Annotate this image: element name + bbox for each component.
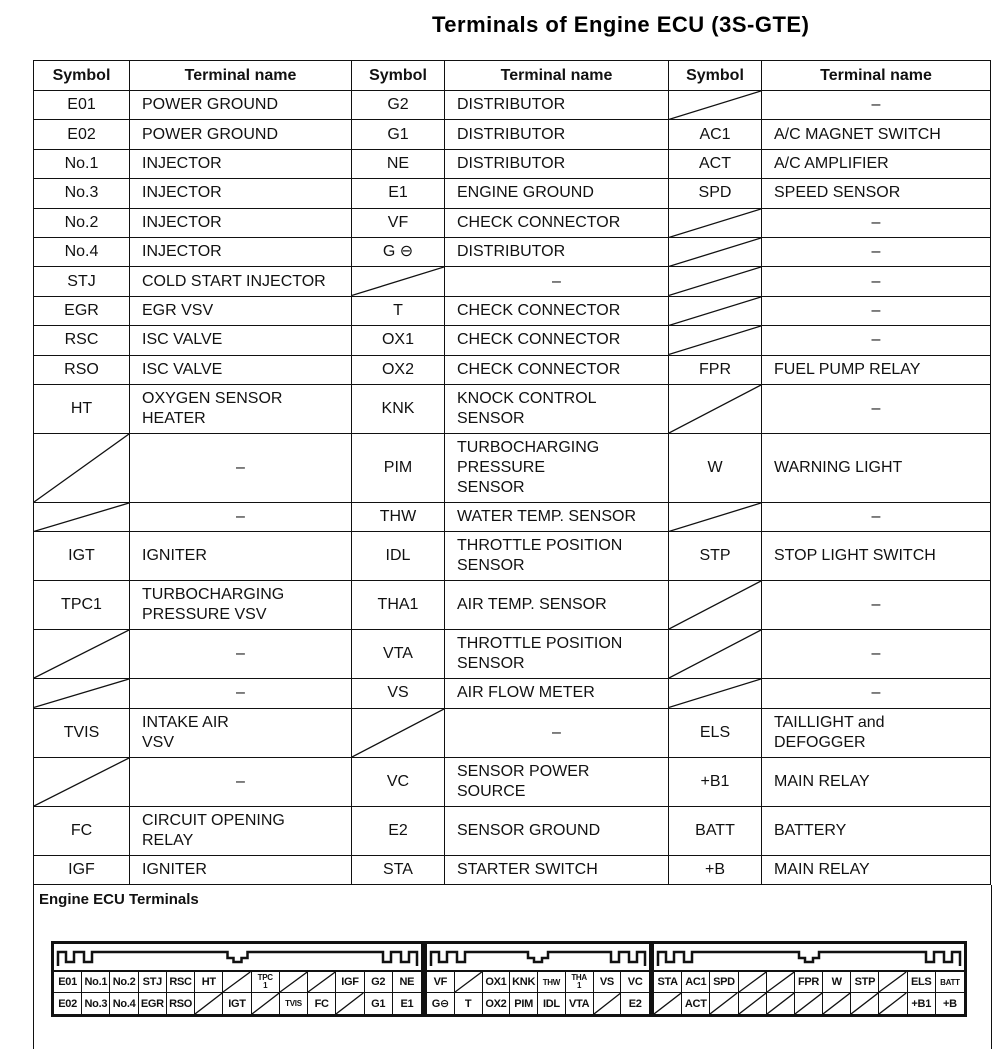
unused-pin (851, 993, 879, 1014)
symbol-cell: TVIS (34, 708, 130, 757)
table-row (34, 326, 991, 355)
terminal-name-cell: – (130, 757, 352, 806)
unused-pin (739, 993, 767, 1014)
pin-label: EGR (139, 993, 167, 1014)
symbol-cell: THW (352, 502, 445, 531)
pin-label: PIM (510, 993, 538, 1014)
pin-label: STP (851, 972, 879, 993)
symbol-cell: VS (352, 679, 445, 708)
terminal-name-cell: STARTER SWITCH (445, 855, 669, 884)
unused-slot-diagonal-icon (767, 972, 794, 992)
unused-slot-diagonal-icon (879, 993, 906, 1014)
unused-symbol-cell (34, 679, 130, 708)
unused-slot-diagonal-icon (34, 503, 129, 531)
terminal-name-cell: – (762, 502, 991, 531)
unused-pin (308, 972, 336, 993)
pin-label: T (455, 993, 483, 1014)
header-terminal-name: Terminal name (445, 61, 669, 91)
pin-grid (54, 970, 421, 1014)
unused-slot-diagonal-icon (352, 709, 444, 757)
unused-slot-diagonal-icon (252, 993, 279, 1014)
pin-label: +B1 (908, 993, 936, 1014)
header-symbol: Symbol (352, 61, 445, 91)
pin-label: RSO (167, 993, 195, 1014)
pin-label: HT (195, 972, 223, 993)
terminal-name-cell: TAILLIGHT and DEFOGGER (762, 708, 991, 757)
unused-slot-diagonal-icon (669, 209, 761, 237)
symbol-cell: BATT (669, 806, 762, 855)
terminals-table (33, 60, 991, 885)
terminal-name-cell: DISTRIBUTOR (445, 120, 669, 149)
symbol-cell: No.2 (34, 208, 130, 237)
table-row (34, 91, 991, 120)
unused-slot-diagonal-icon (795, 993, 822, 1014)
symbol-cell: E1 (352, 179, 445, 208)
symbol-cell: VC (352, 757, 445, 806)
unused-slot-diagonal-icon (669, 326, 761, 354)
unused-slot-diagonal-icon (767, 993, 794, 1014)
pin-label: STA (654, 972, 682, 993)
symbol-cell: OX2 (352, 355, 445, 384)
pin-label: ACT (682, 993, 710, 1014)
pin-label: VF (427, 972, 455, 993)
symbol-cell: OX1 (352, 326, 445, 355)
terminal-name-cell: – (130, 679, 352, 708)
pin-label: FC (308, 993, 336, 1014)
terminal-name-cell: A/C MAGNET SWITCH (762, 120, 991, 149)
terminal-name-cell: SENSOR GROUND (445, 806, 669, 855)
unused-symbol-cell (669, 326, 762, 355)
terminal-name-cell: CHECK CONNECTOR (445, 326, 669, 355)
pin-label: ELS (908, 972, 936, 993)
symbol-cell: G1 (352, 120, 445, 149)
pin-label: FPR (795, 972, 823, 993)
terminal-name-cell: SPEED SENSOR (762, 179, 991, 208)
symbol-cell: NE (352, 149, 445, 178)
connector-c (651, 941, 967, 1017)
pin-label: NE (393, 972, 421, 993)
terminal-name-cell: TURBOCHARGING PRESSURE SENSOR (445, 433, 669, 502)
terminal-name-cell: – (762, 326, 991, 355)
table-row (34, 120, 991, 149)
terminal-name-cell: MAIN RELAY (762, 757, 991, 806)
terminal-name-cell: – (762, 237, 991, 266)
table-row (34, 267, 991, 296)
symbol-cell: +B1 (669, 757, 762, 806)
unused-pin (739, 972, 767, 993)
terminal-name-cell: SENSOR POWER SOURCE (445, 757, 669, 806)
terminal-name-cell: – (762, 679, 991, 708)
unused-slot-diagonal-icon (34, 630, 129, 678)
unused-slot-diagonal-icon (223, 972, 250, 992)
symbol-cell: FC (34, 806, 130, 855)
terminal-name-cell: FUEL PUMP RELAY (762, 355, 991, 384)
pin-label: E02 (54, 993, 82, 1014)
pin-label: W (823, 972, 851, 993)
terminal-name-cell: DISTRIBUTOR (445, 237, 669, 266)
symbol-cell: T (352, 296, 445, 325)
unused-symbol-cell (669, 630, 762, 679)
symbol-cell: E01 (34, 91, 130, 120)
symbol-cell: HT (34, 384, 130, 433)
unused-slot-diagonal-icon (739, 993, 766, 1014)
terminal-name-cell: CHECK CONNECTOR (445, 355, 669, 384)
terminal-name-cell: CHECK CONNECTOR (445, 208, 669, 237)
table-row (34, 149, 991, 178)
terminal-name-cell: INTAKE AIR VSV (130, 708, 352, 757)
table-row (34, 502, 991, 531)
unused-pin (223, 972, 251, 993)
table-row (34, 630, 991, 679)
symbol-cell: ELS (669, 708, 762, 757)
header-symbol: Symbol (669, 61, 762, 91)
unused-slot-diagonal-icon (34, 758, 129, 806)
symbol-cell: STP (669, 532, 762, 581)
terminal-name-cell: IGNITER (130, 855, 352, 884)
symbol-cell: PIM (352, 433, 445, 502)
symbol-cell: TPC1 (34, 581, 130, 630)
unused-pin (654, 993, 682, 1014)
pin-label: +B (943, 997, 957, 1010)
pin-label: IDL (538, 993, 566, 1014)
unused-symbol-cell (34, 502, 130, 531)
unused-pin (823, 993, 851, 1014)
symbol-cell: SPD (669, 179, 762, 208)
symbol-cell: G2 (352, 91, 445, 120)
terminal-name-cell: KNOCK CONTROL SENSOR (445, 384, 669, 433)
symbol-cell: E02 (34, 120, 130, 149)
unused-slot-diagonal-icon (669, 238, 761, 266)
terminal-name-cell: WARNING LIGHT (762, 433, 991, 502)
unused-slot-diagonal-icon (195, 993, 222, 1014)
unused-slot-diagonal-icon (851, 993, 878, 1014)
unused-slot-diagonal-icon (669, 297, 761, 325)
symbol-cell: RSC (34, 326, 130, 355)
pin-label: VS (594, 972, 622, 993)
unused-pin (795, 993, 823, 1014)
unused-slot-diagonal-icon (669, 267, 761, 295)
symbol-cell: No.4 (34, 237, 130, 266)
terminal-name-cell: OXYGEN SENSOR HEATER (130, 384, 352, 433)
unused-slot-diagonal-icon (823, 993, 850, 1014)
unused-pin (879, 972, 907, 993)
pin-label: OX1 (483, 972, 511, 993)
pin-label: THW (538, 972, 566, 993)
pin-grid (654, 970, 964, 1014)
terminal-name-cell: CIRCUIT OPENING RELAY (130, 806, 352, 855)
unused-pin (252, 993, 280, 1014)
symbol-cell: E2 (352, 806, 445, 855)
table-row (34, 757, 991, 806)
pin-label: THA 1 (566, 972, 594, 993)
unused-pin (455, 972, 483, 993)
terminal-name-cell: – (130, 433, 352, 502)
terminal-name-cell: A/C AMPLIFIER (762, 149, 991, 178)
symbol-cell: G ⊖ (352, 237, 445, 266)
terminal-name-cell: – (130, 630, 352, 679)
unused-slot-diagonal-icon (669, 385, 761, 433)
connector-key-outline (54, 944, 421, 970)
unused-symbol-cell (669, 237, 762, 266)
table-row (34, 708, 991, 757)
table-row (34, 581, 991, 630)
terminal-name-cell: AIR TEMP. SENSOR (445, 581, 669, 630)
symbol-cell: STA (352, 855, 445, 884)
pin-label: G2 (365, 972, 393, 993)
pin-label: BATT (936, 972, 964, 993)
table-row (34, 679, 991, 708)
terminal-name-cell: ENGINE GROUND (445, 179, 669, 208)
pin-label: KNK (510, 972, 538, 993)
unused-pin (594, 993, 622, 1014)
symbol-cell: EGR (34, 296, 130, 325)
terminal-name-cell: – (130, 502, 352, 531)
symbol-cell: IGT (34, 532, 130, 581)
unused-pin (195, 993, 223, 1014)
terminal-name-cell: INJECTOR (130, 149, 352, 178)
unused-slot-diagonal-icon (669, 581, 761, 629)
table-row (34, 806, 991, 855)
pin-label: SPD (710, 972, 738, 993)
symbol-cell: THA1 (352, 581, 445, 630)
symbol-cell: ACT (669, 149, 762, 178)
pin-grid (427, 970, 649, 1014)
table-row (34, 855, 991, 884)
pin-label: E1 (400, 997, 414, 1010)
pin-label: RSC (167, 972, 195, 993)
symbol-cell: RSO (34, 355, 130, 384)
table-row (34, 384, 991, 433)
unused-slot-diagonal-icon (594, 993, 621, 1014)
unused-pin (710, 993, 738, 1014)
symbol-cell: IGF (34, 855, 130, 884)
pin-label: TVIS (280, 993, 308, 1014)
unused-slot-diagonal-icon (669, 679, 761, 707)
terminal-name-cell: EGR VSV (130, 296, 352, 325)
table-row (34, 208, 991, 237)
pin-label: No.2 (110, 972, 138, 993)
unused-symbol-cell (669, 679, 762, 708)
table-row (34, 433, 991, 502)
unused-slot-diagonal-icon (336, 993, 363, 1014)
table-row (34, 179, 991, 208)
terminal-name-cell: – (445, 267, 669, 296)
pin-label: VTA (566, 993, 594, 1014)
terminal-name-cell: DISTRIBUTOR (445, 91, 669, 120)
terminal-name-cell: INJECTOR (130, 237, 352, 266)
pin-label: IGT (223, 993, 251, 1014)
unused-symbol-cell (669, 91, 762, 120)
pin-label: No.3 (82, 993, 110, 1014)
pin-label: VC (621, 972, 649, 993)
terminal-name-cell: COLD START INJECTOR (130, 267, 352, 296)
terminal-name-cell: – (762, 91, 991, 120)
unused-symbol-cell (669, 581, 762, 630)
terminal-name-cell: – (762, 581, 991, 630)
terminal-name-cell: AIR FLOW METER (445, 679, 669, 708)
pin-label: G⊖ (427, 993, 455, 1014)
ecu-terminals-title: Engine ECU Terminals (39, 891, 199, 908)
symbol-cell: No.1 (34, 149, 130, 178)
symbol-cell: FPR (669, 355, 762, 384)
unused-slot-diagonal-icon (352, 267, 444, 295)
symbol-cell: W (669, 433, 762, 502)
symbol-cell: VTA (352, 630, 445, 679)
terminal-name-cell: INJECTOR (130, 208, 352, 237)
symbol-cell: VF (352, 208, 445, 237)
pin-label: IGF (336, 972, 364, 993)
unused-symbol-cell (352, 708, 445, 757)
pin-label: E01 (54, 972, 82, 993)
symbol-cell: AC1 (669, 120, 762, 149)
ecu-terminals-section (33, 885, 992, 1049)
pin-label: No.1 (82, 972, 110, 993)
unused-slot-diagonal-icon (280, 972, 307, 992)
table-row (34, 532, 991, 581)
header-symbol: Symbol (34, 61, 130, 91)
pin-label: E2 (628, 997, 642, 1010)
unused-pin (767, 972, 795, 993)
unused-symbol-cell (669, 296, 762, 325)
symbol-cell: KNK (352, 384, 445, 433)
terminal-name-cell: ISC VALVE (130, 326, 352, 355)
terminal-name-cell: POWER GROUND (130, 120, 352, 149)
terminal-name-cell: THROTTLE POSITION SENSOR (445, 532, 669, 581)
unused-slot-diagonal-icon (34, 679, 129, 707)
table-row (34, 355, 991, 384)
unused-slot-diagonal-icon (739, 972, 766, 992)
terminal-name-cell: – (762, 267, 991, 296)
terminal-name-cell: BATTERY (762, 806, 991, 855)
unused-slot-diagonal-icon (669, 503, 761, 531)
table-header-row (34, 61, 991, 91)
terminal-name-cell: POWER GROUND (130, 91, 352, 120)
terminal-name-cell: – (445, 708, 669, 757)
symbol-cell: STJ (34, 267, 130, 296)
symbol-cell: +B (669, 855, 762, 884)
unused-slot-diagonal-icon (710, 993, 737, 1014)
unused-symbol-cell (669, 502, 762, 531)
terminal-name-cell: CHECK CONNECTOR (445, 296, 669, 325)
unused-pin (879, 993, 907, 1014)
unused-pin (767, 993, 795, 1014)
header-terminal-name: Terminal name (130, 61, 352, 91)
terminal-name-cell: – (762, 630, 991, 679)
unused-slot-diagonal-icon (34, 434, 129, 502)
terminal-name-cell: – (762, 208, 991, 237)
connector-a (51, 941, 424, 1017)
pin-label: TPC 1 (252, 972, 280, 993)
terminal-name-cell: MAIN RELAY (762, 855, 991, 884)
terminal-name-cell: STOP LIGHT SWITCH (762, 532, 991, 581)
pin-label: No.4 (110, 993, 138, 1014)
terminal-name-cell: DISTRIBUTOR (445, 149, 669, 178)
symbol-cell: No.3 (34, 179, 130, 208)
unused-symbol-cell (669, 384, 762, 433)
unused-symbol-cell (669, 267, 762, 296)
pin-label: AC1 (682, 972, 710, 993)
pin-label: STJ (139, 972, 167, 993)
unused-pin (336, 993, 364, 1014)
unused-pin (280, 972, 308, 993)
page-title: Terminals of Engine ECU (3S-GTE) (432, 12, 810, 37)
unused-symbol-cell (34, 433, 130, 502)
unused-symbol-cell (669, 208, 762, 237)
terminal-name-cell: – (762, 384, 991, 433)
unused-symbol-cell (34, 757, 130, 806)
header-terminal-name: Terminal name (762, 61, 991, 91)
unused-symbol-cell (34, 630, 130, 679)
terminal-name-cell: THROTTLE POSITION SENSOR (445, 630, 669, 679)
terminal-name-cell: WATER TEMP. SENSOR (445, 502, 669, 531)
table-row (34, 296, 991, 325)
connector-key-outline (427, 944, 649, 970)
pin-label: OX2 (483, 993, 511, 1014)
connector-key-outline (654, 944, 964, 970)
terminal-name-cell: – (762, 296, 991, 325)
pin-label: G1 (365, 993, 393, 1014)
unused-symbol-cell (352, 267, 445, 296)
unused-slot-diagonal-icon (455, 972, 482, 992)
unused-slot-diagonal-icon (669, 630, 761, 678)
unused-slot-diagonal-icon (669, 91, 761, 119)
terminal-name-cell: TURBOCHARGING PRESSURE VSV (130, 581, 352, 630)
unused-slot-diagonal-icon (654, 993, 681, 1014)
terminal-name-cell: ISC VALVE (130, 355, 352, 384)
terminal-name-cell: INJECTOR (130, 179, 352, 208)
table-row (34, 237, 991, 266)
unused-slot-diagonal-icon (308, 972, 335, 992)
terminal-name-cell: IGNITER (130, 532, 352, 581)
symbol-cell: IDL (352, 532, 445, 581)
connector-b (424, 941, 652, 1017)
unused-slot-diagonal-icon (879, 972, 906, 992)
